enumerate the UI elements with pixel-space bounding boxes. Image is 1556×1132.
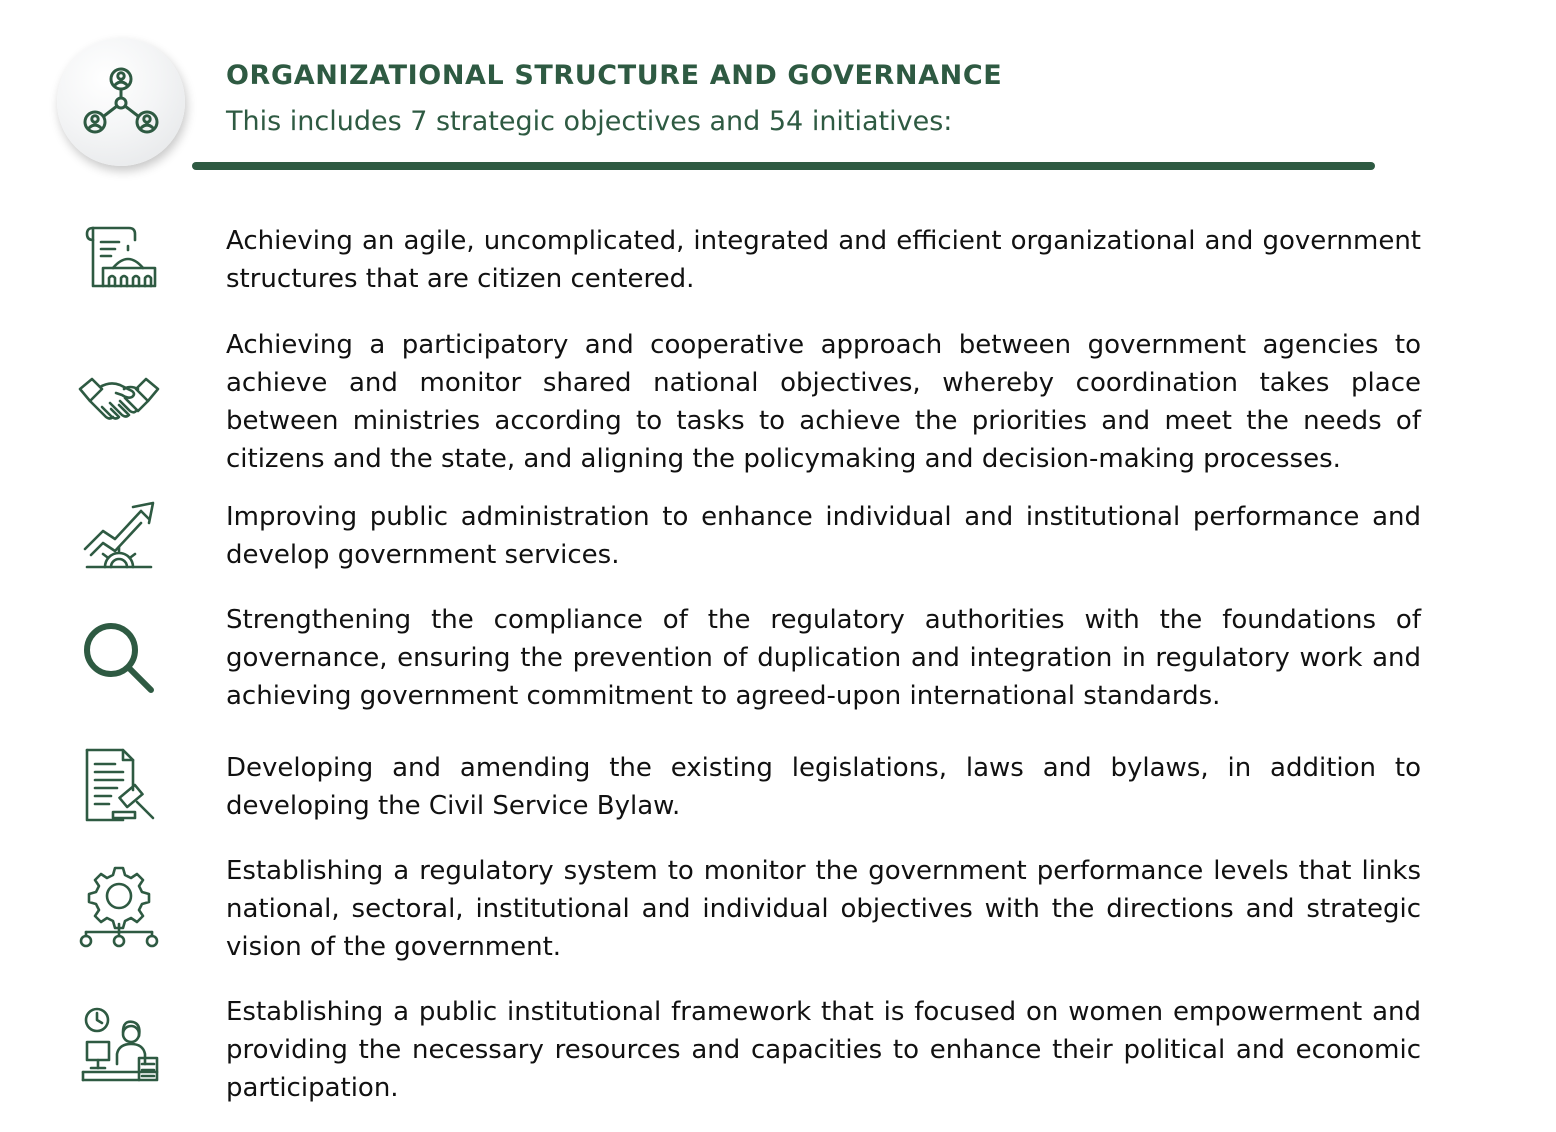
header-badge	[57, 38, 185, 166]
objective-text: Establishing a public institutional framework that is focused on women empowerment and providing the necessary resources and capacities to enhance their political and economic participation.	[226, 997, 1421, 1103]
objective-text: Establishing a regulatory system to monitor the government performance levels that links national, sectoral, institutional and individual objectives with the directions and strategic vision of the government.	[226, 856, 1421, 962]
page-title: ORGANIZATIONAL STRUCTURE AND GOVERNANCE	[226, 60, 1003, 91]
growth-gear-arrow-icon	[74, 490, 164, 580]
objective-text: Developing and amending the existing legislations, laws and bylaws, in addition to developing the Civil Service Bylaw.	[226, 753, 1421, 821]
gear-hierarchy-icon	[74, 860, 164, 950]
objective-text: Achieving a participatory and cooperative approach between government agencies to achieve and monitor shared national objectives, whereby coordination takes place between ministries according to tasks to achieve the priorities and meet the needs of citizens and the state, and aligning the policymaking and decision-making processes.	[226, 330, 1421, 474]
objective-text: Achieving an agile, uncomplicated, integrated and efficient organizational and government structures that are citizen centered.	[226, 226, 1421, 294]
government-building-document-icon	[74, 212, 164, 302]
handshake-icon	[74, 358, 164, 448]
objective-text: Improving public administration to enhance individual and institutional performance and develop government services.	[226, 502, 1421, 570]
objective-text: Strengthening the compliance of the regulatory authorities with the foundations of governance, ensuring the prevention of duplication and integration in regulatory work and achieving government commitment to agreed-upon international standards.	[226, 605, 1421, 711]
page-subtitle: This includes 7 strategic objectives and 54 initiatives:	[226, 106, 953, 137]
people-network-icon	[80, 67, 162, 137]
magnifying-glass-icon	[74, 613, 164, 703]
woman-at-desk-icon	[74, 999, 164, 1089]
header-divider	[192, 162, 1375, 170]
legal-document-gavel-icon	[74, 739, 164, 829]
